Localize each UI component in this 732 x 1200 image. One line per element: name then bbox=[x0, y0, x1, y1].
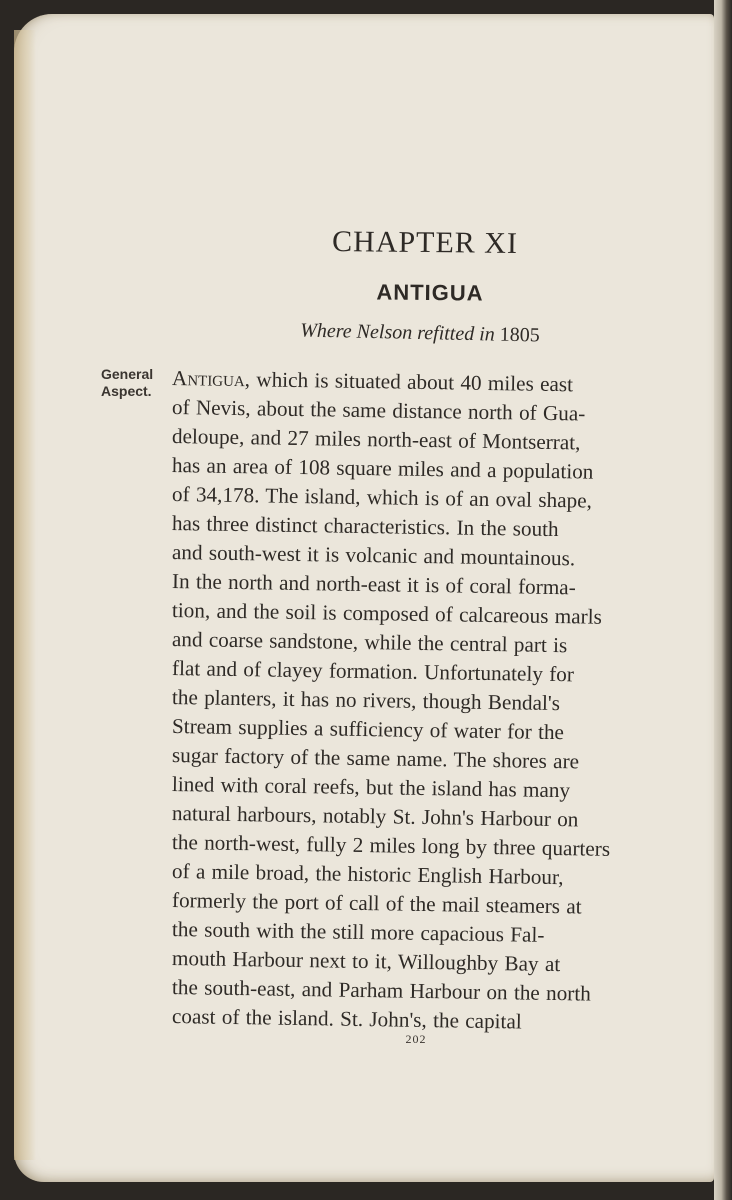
margin-sidenote bbox=[101, 366, 171, 400]
body-line: and south-west it is volcanic and mountainous. bbox=[171, 540, 576, 571]
body-line: the planters, it has no rivers, though Bendal's bbox=[171, 685, 561, 716]
body-line: deloupe, and 27 miles north-east of Montserrat, bbox=[171, 424, 581, 455]
body-line: formerly the port of call of the mail steamers at bbox=[171, 888, 582, 919]
body-line: has an area of 108 square miles and a population bbox=[171, 453, 594, 484]
body-line: has three distinct characteristics. In the south bbox=[171, 511, 559, 542]
epigraph-year: 1805 bbox=[499, 323, 541, 347]
page-number: 202 bbox=[405, 1032, 427, 1046]
chapter-subtitle: ANTIGUA bbox=[376, 279, 484, 306]
body-line: and coarse sandstone, while the central part is bbox=[171, 627, 568, 658]
body-first-word: Antigua, bbox=[171, 366, 251, 392]
body-line: natural harbours, notably St. John's Harbour on bbox=[171, 801, 579, 832]
body-line: the south with the still more capacious Fal- bbox=[171, 917, 545, 947]
chapter-title: CHAPTER XI bbox=[331, 225, 519, 260]
body-line: mouth Harbour next to it, Willoughby Bay at bbox=[171, 946, 561, 977]
body-line: coast of the island. St. John's, the capital bbox=[171, 1004, 522, 1034]
body-line: flat and of clayey formation. Unfortunately for bbox=[171, 656, 575, 687]
body-line: sugar factory of the same name. The shores are bbox=[171, 743, 580, 774]
body-line bbox=[172, 366, 573, 397]
chapter-epigraph bbox=[240, 318, 600, 349]
body-line: the south-east, and Parham Harbour on the north bbox=[171, 975, 592, 1006]
body-line: tion, and the soil is composed of calcareous marls bbox=[171, 598, 603, 629]
body-line: of 34,178. The island, which is of an oval shape, bbox=[171, 482, 593, 513]
body-line: the north-west, fully 2 miles long by three quarters bbox=[171, 830, 611, 861]
body-first-line-rest: which is situated about 40 miles east bbox=[256, 367, 574, 397]
body-line: of a mile broad, the historic English Harbour, bbox=[171, 859, 564, 890]
sidenote-line-1: General bbox=[101, 366, 154, 382]
body-line: In the north and north-east it is of coral forma- bbox=[171, 569, 576, 600]
epigraph-italic: Where Nelson refitted in bbox=[300, 319, 496, 346]
sidenote-line-2: Aspect. bbox=[101, 383, 152, 399]
body-line: lined with coral reefs, but the island has many bbox=[171, 772, 571, 803]
body-line: of Nevis, about the same distance north of Gua- bbox=[171, 395, 586, 426]
body-line: Stream supplies a sufficiency of water for the bbox=[171, 714, 565, 745]
